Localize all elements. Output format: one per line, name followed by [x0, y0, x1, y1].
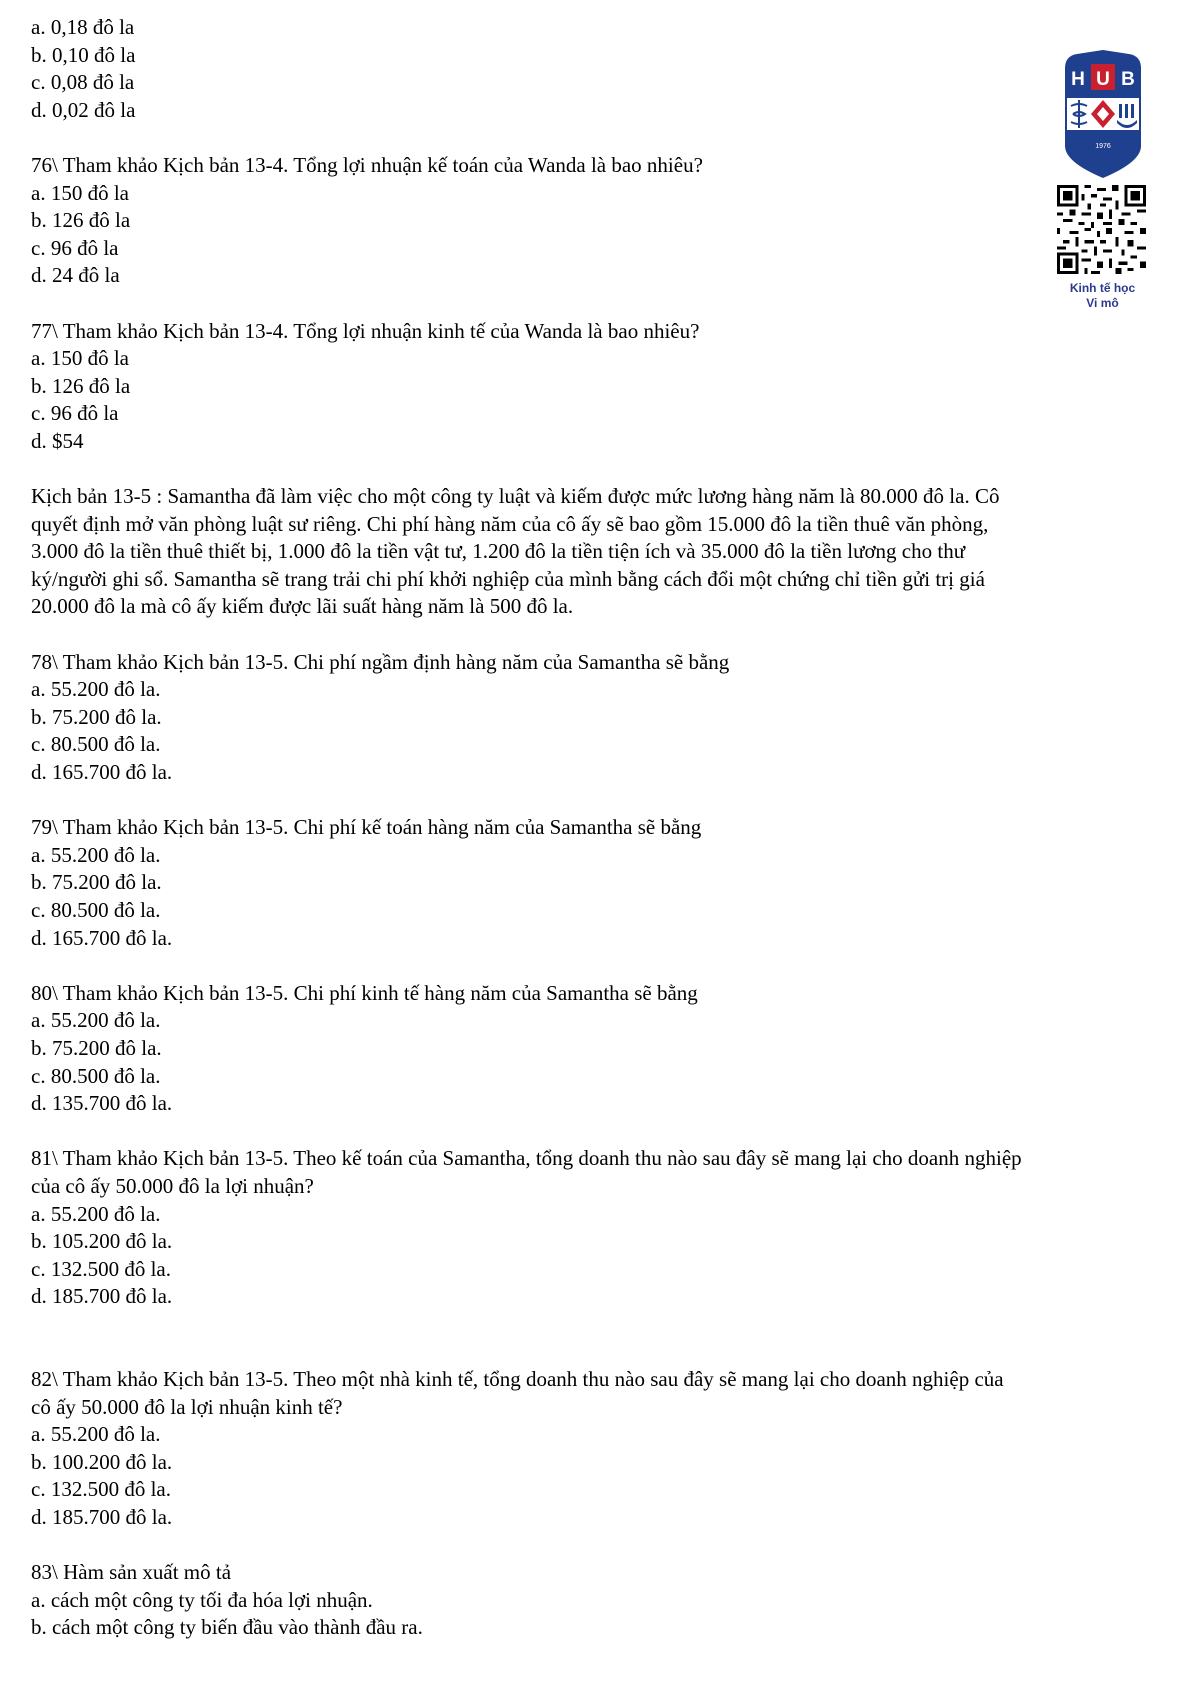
spacer	[31, 1532, 1171, 1560]
option-c: c. 96 đô la	[31, 401, 119, 426]
question-text: 77\ Tham khảo Kịch bản 13-4. Tổng lợi nhuận kinh tế của Wanda là bao nhiêu?	[31, 318, 700, 343]
spacer	[31, 290, 1171, 318]
question-79	[31, 814, 1171, 952]
option-c: c. 80.500 đô la.	[31, 898, 161, 922]
hub-logo	[1061, 50, 1145, 180]
question-text: 81\ Tham khảo Kịch bản 13-5. Theo kế toán của Samantha, tổng doanh thu nào sau đây sẽ mang lại cho doanh nghiệp	[31, 1146, 1022, 1171]
spacer	[31, 456, 1171, 484]
question-81	[31, 1145, 1171, 1311]
question-text: 82\ Tham khảo Kịch bản 13-5. Theo một nhà kinh tế, tổng doanh thu nào sau đây sẽ mang lại cho doanh nghiệp của	[31, 1367, 1004, 1392]
option-d: d. 185.700 đô la.	[31, 1505, 173, 1530]
option-c: c. 0,08 đô la	[31, 70, 135, 95]
question-76	[31, 152, 1171, 290]
question-text: 79\ Tham khảo Kịch bản 13-5. Chi phí kế toán hàng năm của Samantha sẽ bằng	[31, 815, 702, 840]
options-block-75	[31, 14, 1171, 124]
scenario-line: Kịch bản 13-5 : Samantha đã làm việc cho một công ty luật và kiếm được mức lương hàng năm là 80.000 đô la. Cô	[31, 484, 1000, 509]
question-82	[31, 1366, 1171, 1532]
question-78	[31, 649, 1171, 787]
option-b: b. 105.200 đô la.	[31, 1229, 173, 1254]
caduceus-icon	[1071, 100, 1087, 128]
scenario-line: ký/người ghi sổ. Samantha sẽ trang trải chi phí khởi nghiệp của mình bằng cách đổi một chứng chỉ tiền gửi trị giá	[31, 566, 985, 591]
spacer	[31, 621, 1171, 649]
qr-caption	[1040, 281, 1165, 311]
option-a: a. 55.200 đô la.	[31, 842, 161, 867]
option-b: b. 126 đô la	[31, 373, 131, 398]
option-a: a. cách một công ty tối đa hóa lợi nhuận.	[31, 1587, 373, 1612]
option-d: d. 24 đô la	[31, 263, 120, 288]
question-77	[31, 318, 1171, 456]
question-text: cô ấy 50.000 đô la lợi nhuận kinh tế?	[31, 1394, 343, 1419]
qr-caption-line: Kinh tế học	[1069, 281, 1136, 295]
option-a: a. 150 đô la	[31, 346, 129, 371]
spacer	[31, 124, 1171, 152]
option-d: d. 135.700 đô la.	[31, 1091, 173, 1116]
option-d: d. 165.700 đô la.	[31, 925, 173, 950]
qr-code-icon	[1057, 185, 1146, 274]
scenario-line: quyết định mở văn phòng luật sư riêng. Chi phí hàng năm của cô ấy sẽ bao gồm 15.000 đô la tiền thuê văn phòng,	[31, 511, 989, 536]
question-text: 76\ Tham khảo Kịch bản 13-4. Tổng lợi nhuận kế toán của Wanda là bao nhiêu?	[31, 152, 703, 177]
logo-year: 1976	[1095, 143, 1111, 150]
scenario-line: 20.000 đô la mà cô ấy kiếm được lãi suất hàng năm là 500 đô la.	[31, 594, 574, 619]
option-c: c. 132.500 đô la.	[31, 1256, 171, 1281]
option-a: a. 0,18 đô la	[31, 15, 135, 39]
scenario-line: 3.000 đô la tiền thuê thiết bị, 1.000 đô la tiền vật tư, 1.200 đô la tiền tiện ích và 35.000 đô la tiền lương cho thư	[31, 539, 966, 564]
question-text: 80\ Tham khảo Kịch bản 13-5. Chi phí kinh tế hàng năm của Samantha sẽ bằng	[31, 980, 698, 1005]
option-b: b. cách một công ty biến đầu vào thành đầu ra.	[31, 1615, 423, 1640]
option-a: a. 55.200 đô la.	[31, 1201, 161, 1226]
option-a: a. 150 đô la	[31, 180, 129, 205]
spacer	[31, 952, 1171, 980]
option-c: c. 96 đô la	[31, 235, 119, 260]
document-body	[31, 14, 1171, 1642]
spacer	[31, 1311, 1171, 1366]
question-text: 78\ Tham khảo Kịch bản 13-5. Chi phí ngầm định hàng năm của Samantha sẽ bằng	[31, 649, 730, 674]
question-text: của cô ấy 50.000 đô la lợi nhuận?	[31, 1173, 314, 1198]
spacer	[31, 787, 1171, 815]
option-d: d. 0,02 đô la	[31, 97, 136, 122]
question-80	[31, 980, 1171, 1118]
question-text: 83\ Hàm sản xuất mô tả	[31, 1560, 232, 1585]
option-a: a. 55.200 đô la.	[31, 677, 161, 702]
logo-letter-h: H	[1071, 69, 1085, 90]
option-c: c. 80.500 đô la.	[31, 732, 161, 757]
option-d: d. 185.700 đô la.	[31, 1284, 173, 1309]
scenario-13-5	[31, 483, 1171, 621]
option-b: b. 75.200 đô la.	[31, 704, 162, 729]
option-b: b. 100.200 đô la.	[31, 1449, 173, 1474]
option-b: b. 75.200 đô la.	[31, 1035, 162, 1060]
option-a: a. 55.200 đô la.	[31, 1008, 161, 1033]
option-d: d. 165.700 đô la.	[31, 760, 173, 785]
option-d: d. $54	[31, 428, 84, 453]
question-83	[31, 1559, 1171, 1642]
logo-letter-b: B	[1121, 69, 1135, 90]
option-c: c. 132.500 đô la.	[31, 1477, 171, 1502]
option-b: b. 126 đô la	[31, 208, 131, 233]
qr-caption-line: Vi mô	[1086, 296, 1119, 310]
option-b: b. 75.200 đô la.	[31, 870, 162, 895]
option-a: a. 55.200 đô la.	[31, 1422, 161, 1447]
logo-letter-u: U	[1096, 69, 1110, 90]
option-c: c. 80.500 đô la.	[31, 1063, 161, 1088]
spacer	[31, 1118, 1171, 1146]
option-b: b. 0,10 đô la	[31, 42, 136, 67]
